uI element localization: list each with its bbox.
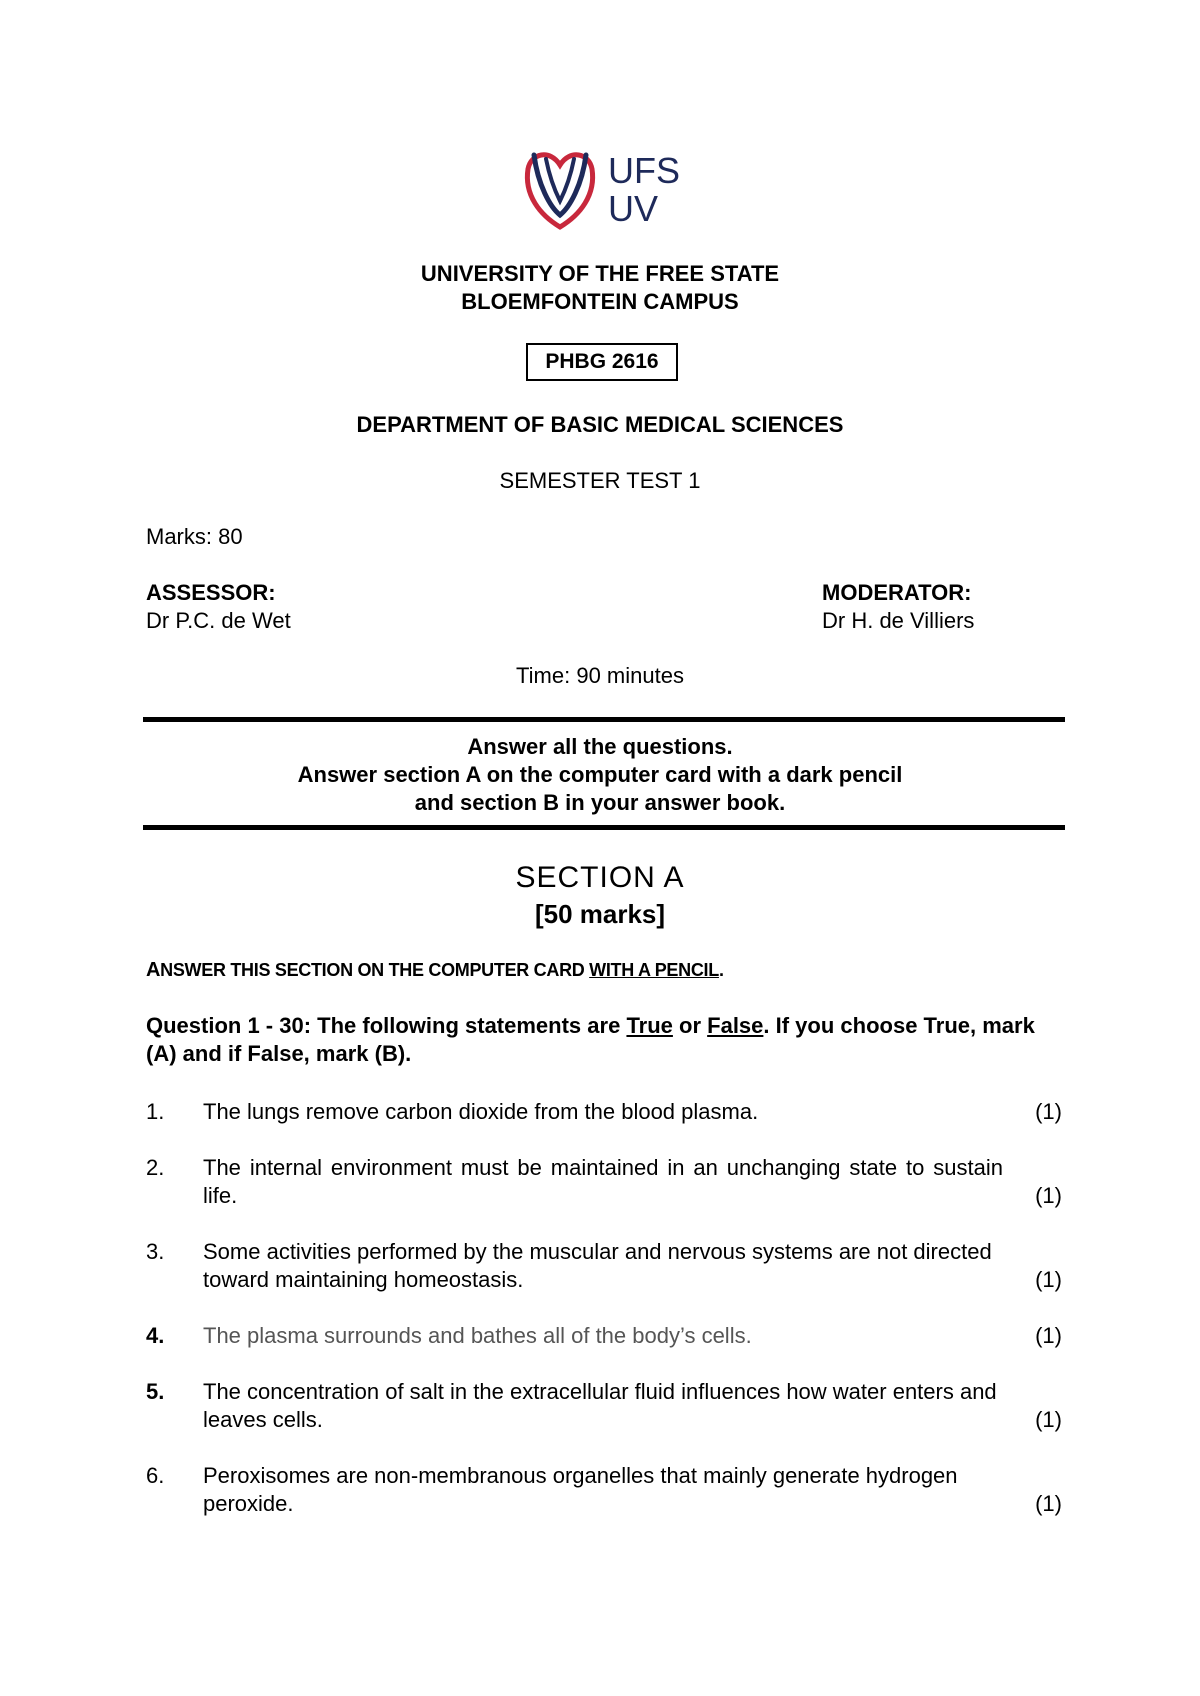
qhdr-true: True [626,1013,673,1038]
course-code: PHBG 2616 [526,343,678,381]
section-answer-instruction [146,958,724,982]
answer-end: . [718,960,724,980]
assessor-name: Dr P.C. de Wet [146,608,291,633]
assessor-label: ASSESSOR: [146,580,276,605]
question-mark: (1) [1035,1183,1062,1208]
test-duration: Time: 90 minutes [516,663,684,688]
moderator-label: MODERATOR: [822,580,972,605]
qhdr-part3: . If you choose True, mark (A) and if False, mark (B). [146,1013,1035,1066]
question-text: The concentration of salt in the extracellular fluid influences how water enters and leaves cells. [203,1379,997,1432]
question-text: Some activities performed by the muscular and nervous systems are not directed toward maintaining homeostasis. [203,1239,992,1292]
answer-underlined: WITH A PENCIL [589,960,719,980]
question-text: The internal environment must be maintained in an unchanging state to sustain life. [203,1155,1003,1208]
question-number: 5. [146,1379,165,1404]
ufs-logo [520,145,692,231]
instruction-line-2: Answer section A on the computer card with a dark pencil [297,762,903,787]
campus-name: BLOEMFONTEIN CAMPUS [461,289,739,314]
bottom-rule [143,825,1065,830]
question-item [146,1238,1062,1294]
question-mark: (1) [1035,1491,1062,1516]
department-name: DEPARTMENT OF BASIC MEDICAL SCIENCES [356,412,844,437]
question-mark: (1) [1035,1267,1062,1292]
question-text: Peroxisomes are non-membranous organelles that mainly generate hydrogen peroxide. [203,1463,958,1516]
top-rule [143,717,1065,722]
instruction-line-1: Answer all the questions. [467,734,733,759]
moderator-name: Dr H. de Villiers [822,608,975,633]
ufs-logo-icon [520,145,692,231]
logo-text-bottom: UV [608,188,659,229]
question-text: The lungs remove carbon dioxide from the blood plasma. [203,1099,759,1124]
section-marks: [50 marks] [534,899,666,929]
question-mark: (1) [1035,1323,1062,1348]
answer-rest: NSWER THIS SECTION ON THE COMPUTER CARD [160,960,590,980]
question-item [146,1154,1062,1210]
question-number: 3. [146,1239,165,1264]
total-marks: Marks: 80 [146,524,243,549]
question-mark: (1) [1035,1407,1062,1432]
instruction-line-3: and section B in your answer book. [414,790,786,815]
logo-text-top: UFS [608,150,680,191]
question-number: 6. [146,1463,165,1488]
question-item [146,1098,1062,1126]
qhdr-part1: Question 1 - 30: The following statements are [146,1013,627,1038]
question-item [146,1378,1062,1434]
question-text: The plasma surrounds and bathes all of the body’s cells. [203,1323,752,1348]
qhdr-false: False [707,1013,764,1038]
question-number: 4. [146,1323,165,1348]
question-item [146,1462,1062,1518]
section-title: SECTION A [515,861,685,894]
question-number: 1. [146,1099,165,1124]
question-instructions [146,1012,1062,1068]
qhdr-part2: or [672,1013,708,1038]
answer-cap: A [146,959,161,981]
question-item [146,1322,1062,1350]
test-name: SEMESTER TEST 1 [499,468,701,493]
question-mark: (1) [1035,1099,1062,1124]
question-number: 2. [146,1155,165,1180]
university-name: UNIVERSITY OF THE FREE STATE [420,261,780,286]
